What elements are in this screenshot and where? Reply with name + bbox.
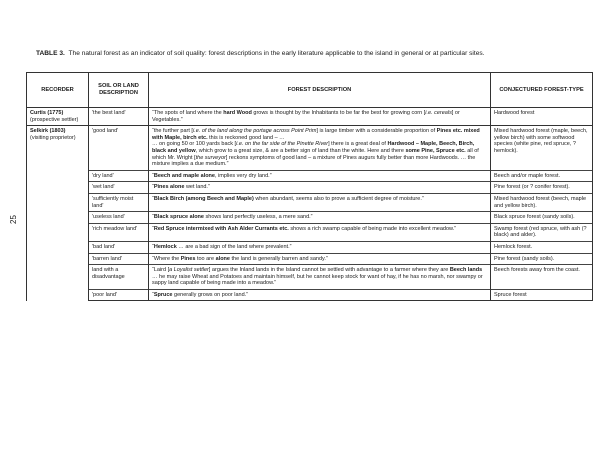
soil-description-cell: 'wet land' (89, 182, 149, 194)
forest-description-cell: “Red Spruce intermixed with Ash Alder Currants etc. shows a rich swamp capable of being made into excellent meadow.” (149, 223, 491, 241)
forest-descriptions-table (26, 72, 593, 301)
soil-description-cell: 'good land' (89, 126, 149, 171)
table-row (27, 223, 593, 241)
conjectured-forest-type-cell: Swamp forest (red spruce, with ash (? black) and alder). (491, 223, 593, 241)
table-row (27, 170, 593, 182)
table-row (27, 241, 593, 253)
soil-description-cell: 'sufficiently moist land' (89, 193, 149, 211)
recorder-cell (27, 126, 89, 301)
forest-description-cell: “Black spruce alone shows land perfectly useless, a mere sand.” (149, 212, 491, 224)
recorder-note: (visiting proprietor) (30, 134, 76, 141)
table-row (27, 182, 593, 194)
table-row (27, 108, 593, 126)
soil-description-cell: 'the best land' (89, 108, 149, 126)
caption-label: TABLE 3. (36, 50, 65, 57)
soil-description-cell: 'dry land' (89, 170, 149, 182)
recorder-name: Selkirk (1803) (30, 128, 66, 135)
conjectured-forest-type-cell: Black spruce forest (sandy soils). (491, 212, 593, 224)
conjectured-forest-type-cell: Beech forests away from the coast. (491, 265, 593, 290)
table-row (27, 212, 593, 224)
soil-description-cell: 'useless land' (89, 212, 149, 224)
soil-description-cell: land with a disadvantage (89, 265, 149, 290)
conjectured-forest-type-cell: Pine forest (or ? conifer forest). (491, 182, 593, 194)
conjectured-forest-type-cell: Pine forest (sandy soils). (491, 253, 593, 265)
page-number: 25 (9, 215, 18, 224)
table-row (27, 193, 593, 211)
forest-description-cell: “Laird [a Loyalist settler] argues the Inland lands in the Island cannot be settled with advantage to a farmer where they are Beech lands … he may raise Wheat and Potatoes and maintain himself, but he cannot keep stock for want of hay, if he has no marsh, nor swampy or sappy land capable of being made into a meadow.” (149, 265, 491, 290)
conjectured-forest-type-cell: Spruce forest (491, 289, 593, 301)
table-row (27, 289, 593, 301)
header-forest-description: FOREST DESCRIPTION (149, 73, 491, 108)
table-row (27, 253, 593, 265)
forest-description-cell: “Hemlock … are a bad sign of the land where prevalent.” (149, 241, 491, 253)
header-recorder: RECORDER (27, 73, 89, 108)
soil-description-cell: 'bad land' (89, 241, 149, 253)
conjectured-forest-type-cell: Mixed hardwood forest (maple, beech, yellow birch) with some softwood species (white pine, red spruce, ?hemlock). (491, 126, 593, 171)
header-conjectured-forest-type: CONJECTURED FOREST-TYPE (491, 73, 593, 108)
conjectured-forest-type-cell: Mixed hardwood forest (beech, maple and yellow birch). (491, 193, 593, 211)
table-row (27, 126, 593, 171)
forest-description-cell: “Spruce generally grows on poor land.” (149, 289, 491, 301)
forest-description-cell: “Beech and maple alone, implies very dry land.” (149, 170, 491, 182)
forest-description-cell: “the further part [i.e. of the land along the portage across Point Prim] is large timber with a considerable proportion of Pines etc. mixed with Maple, birch etc. this is reckoned good land – … … on going 50 or 100 yards back [i.e. on the far side of the Pinette River] there is a great deal of Hardwood – Maple, Beech, Birch, black and yellow, which grow to a great size, & are a better sign of land than the white. Here and there some Pine, Spruce etc. all of which Mr. Wright [the surveyor] reckons symptoms of good land – a mixture of Pines augurs fully better than more Hardwoods. … the mixture implies a due medium.” (149, 126, 491, 171)
forest-description-cell: “Pines alone wet land.” (149, 182, 491, 194)
table-caption (36, 50, 592, 58)
forest-description-cell: “Where the Pines too are alone the land is generally barren and sandy.” (149, 253, 491, 265)
forest-description-cell: “The spots of land where the hard Wood grows is thought by the Inhabitants to be far the best for growing corn [i.e. cereals] or Vegetables.” (149, 108, 491, 126)
recorder-cell (27, 108, 89, 126)
soil-description-cell: 'rich meadow land' (89, 223, 149, 241)
soil-description-cell: 'barren land' (89, 253, 149, 265)
conjectured-forest-type-cell: Hemlock forest. (491, 241, 593, 253)
recorder-name: Curtis (1775) (30, 110, 64, 116)
header-soil-description: SOIL OR LAND DESCRIPTION (89, 73, 149, 108)
conjectured-forest-type-cell: Hardwood forest (491, 108, 593, 126)
caption-text: The natural forest as an indicator of soil quality: forest descriptions in the early literature applicable to the island in general or at particular sites. (68, 50, 485, 57)
conjectured-forest-type-cell: Beech and/or maple forest. (491, 170, 593, 182)
recorder-note: (prospective settler) (30, 116, 79, 123)
table-row (27, 265, 593, 290)
table-header-row (27, 73, 593, 108)
forest-description-cell: “Black Birch (among Beech and Maple) when abundant, seems also to prove a sufficient degree of moisture.” (149, 193, 491, 211)
soil-description-cell: 'poor land' (89, 289, 149, 301)
